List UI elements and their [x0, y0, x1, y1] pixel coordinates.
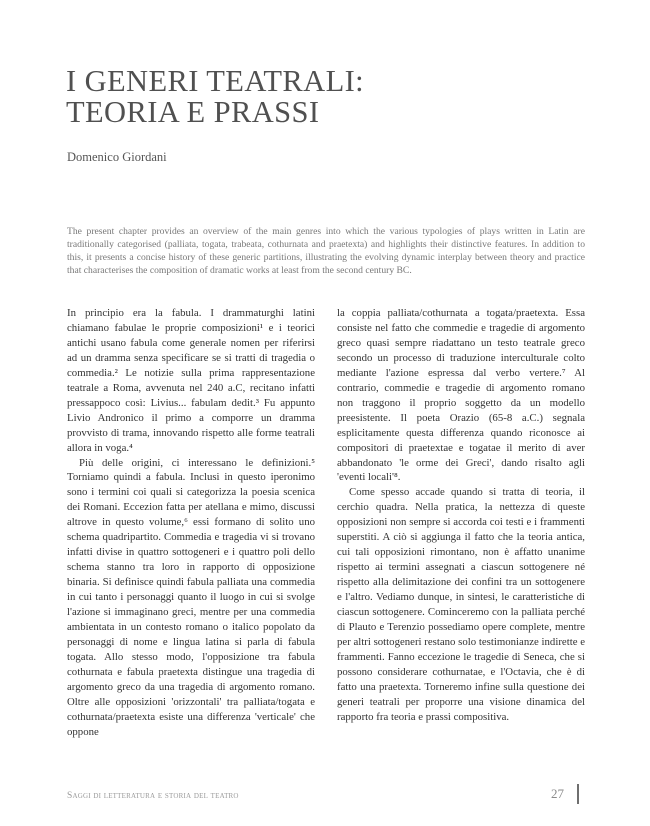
- abstract: The present chapter provides an overview of the main genres into which the various typologies of plays written in Latin are traditionally categorised (palliata, togata, trabeata, cothurnata and praetexta) and highlights their distinctive features. In addition to this, it presents a concise history of these generic partitions, illustrating the evolving dynamic interplay between theory and practice that characterises the composition of dramatic works at least from the second century BC.: [67, 226, 585, 277]
- chapter-title-line-1: I GENERI TEATRALI:: [66, 64, 365, 98]
- author-name: Domenico Giordani: [67, 150, 167, 164]
- paragraph: Come spesso accade quando si tratta di teoria, il cerchio quadra. Nella pratica, la nettezza di queste opposizioni non sempre si accorda coi testi e i frammenti superstiti. A ciò si aggiunga il fatto che la teoria antica, cui tali opposizioni rimontano, non è affatto unanime rispetto ai termini assegnati a ciascun sottogenere né rispetto alla delimitazione dei confini tra un sottogenere e l'altro. Vediamo dunque, in sintesi, le caratteristiche di ciascun sottogenere. Cominceremo con la palliata perché di Plauto e Terenzio possediamo opere complete, mentre per altri sottogeneri restano solo testimonianze indirette e frammenti. Fanno eccezione le tragedie di Seneca, che si possono considerare cothurnatae, e l'Octavia, che è di fatto una praetexta. Torneremo infine sulla questione dei generi teatrali per proporre una visione dinamica del rapporto fra teoria e prassi compositiva.: [337, 486, 585, 723]
- paragraph: In principio era la fabula. I drammaturghi latini chiamano fabulae le proprie composizioni¹ e i teorici antichi usano fabula come generale nomen per riferirsi ad un dramma senza specificare se si tratti di tragedia o commedia.² Le notizie sulla prima rappresentazione teatrale a Roma, avvenuta nel 240 a.C, recitano infatti pressappoco così: Livius... fabulam dedit.³ Fu appunto Livio Andronico il primo a comporre un dramma provvisto di trama, innovando rispetto alle forme teatrali allora in voga.⁴: [67, 307, 315, 454]
- paragraph: Più delle origini, ci interessano le definizioni.⁵ Torniamo quindi a fabula. Inclusi in questo iperonimo sono i termini coi quali si categorizza la poesia scenica dei Romani. Eccezion fatta per atellana e mimo, discussi altrove in questo volume,⁶ essi formano di solito uno schema quadripartito. Commedia e tragedia vi si trovano infatti divise in quattro sottogeneri e i quattro poli dello schema stanno tra loro in rapporto di opposizione binaria. Si definisce quindi fabula palliata una commedia in cui tanto i personaggi quanto il luogo in cui si svolge l'azione si immaginano greci, mentre per una commedia ambientata in un contesto romano o italico popolato da personaggi di nome e lingua latina si parla di fabula togata. Allo stesso modo, l'opposizione tra fabula cothurnata e fabula praetexta distingue una tragedia di argomento greco da una tragedia di argomento romano. Oltre alle opposizioni 'orizzontali' tra palliata/togata e cothurnata/praetexta esiste una differenza 'verticale' che oppone: [67, 456, 315, 738]
- chapter-title: [66, 66, 586, 128]
- running-footer: [67, 791, 239, 801]
- running-title: Saggi di letteratura e storia del teatro: [67, 791, 239, 801]
- page-number-rule: [577, 784, 579, 804]
- chapter-title-line-2: TEORIA E PRASSI: [66, 95, 320, 129]
- left-column: [67, 306, 315, 740]
- page-number: 27: [551, 786, 564, 801]
- right-column: [337, 306, 585, 725]
- paragraph: la coppia palliata/cothurnata a togata/praetexta. Essa consiste nel fatto che commedie e tragedie di argomento greco quasi sempre riadattano un testo teatrale greco secondo un processo di traduzione interculturale colto mediante l'azione espressa dal verbo vertere.⁷ Al contrario, commedie e tragedie di argomento romano non traggono il proprio soggetto da un modello preesistente. Il poeta Orazio (65-8 a.C.) segnala esplicitamente questa differenza quando riconosce ai compositori di praetextae e togatae il merito di aver abbandonato 'le orme dei Greci', dando risalto agli 'eventi locali'⁸.: [337, 307, 585, 484]
